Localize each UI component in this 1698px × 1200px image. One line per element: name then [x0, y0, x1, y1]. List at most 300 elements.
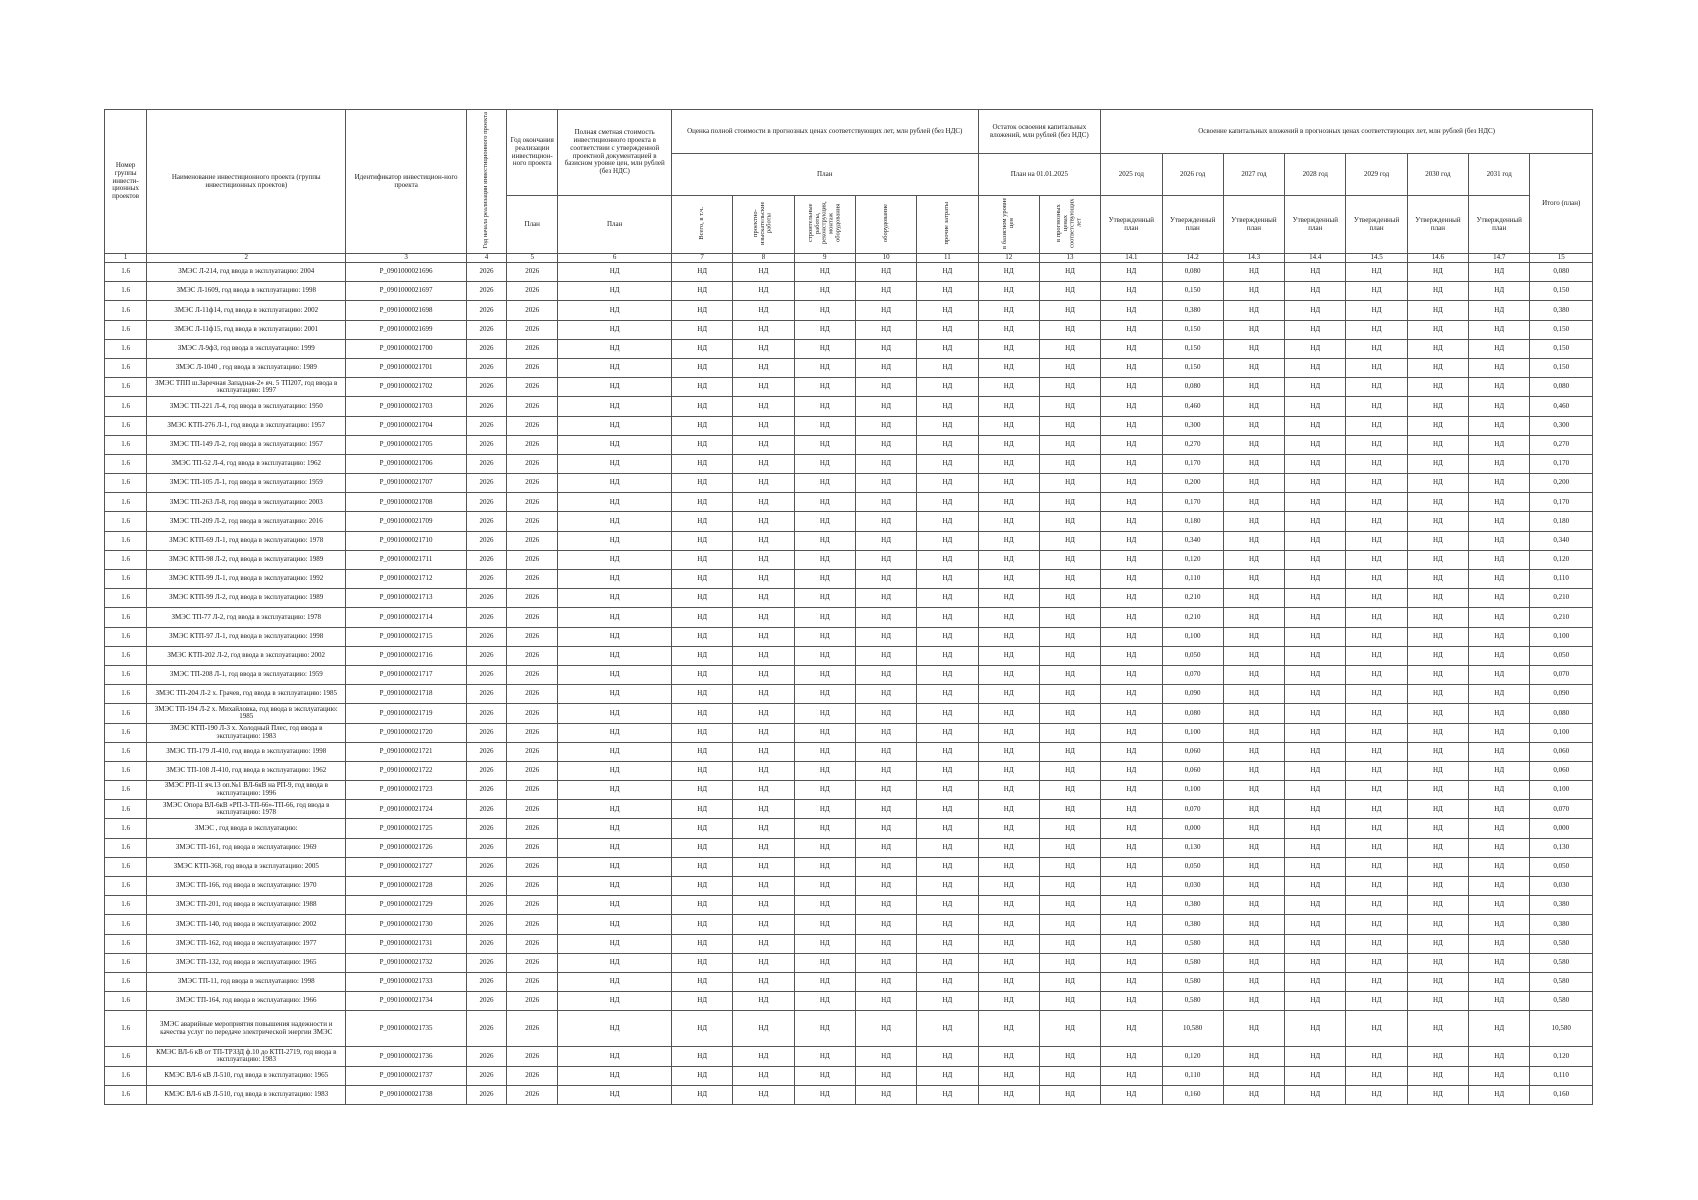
design-works-cell: НД — [733, 493, 794, 512]
end-year-cell: 2026 — [507, 627, 558, 646]
end-year-cell: 2026 — [507, 857, 558, 876]
capex-2030-cell: НД — [1407, 627, 1468, 646]
capex-2027-cell: НД — [1223, 320, 1284, 339]
forecast-total-cell: НД — [671, 742, 732, 761]
capex-2026-cell: 0,150 — [1162, 358, 1223, 377]
other-costs-cell: НД — [917, 761, 978, 780]
equipment-cell: НД — [855, 934, 916, 953]
forecast-total-cell: НД — [671, 953, 732, 972]
forecast-total-cell: НД — [671, 896, 732, 915]
row-total-cell: 0,150 — [1530, 339, 1593, 358]
project-name-cell: ЗМЭС ТП-194 Л-2 х. Михайловка, год ввода в эксплуатацию: 1985 — [147, 704, 346, 723]
start-year-cell: 2026 — [466, 972, 506, 991]
table-row — [105, 1047, 1593, 1066]
capex-2031-cell: НД — [1469, 627, 1530, 646]
capex-2031-cell: НД — [1469, 915, 1530, 934]
forecast-total-cell: НД — [671, 378, 732, 397]
remaining-forecast-cell: НД — [1039, 1047, 1100, 1066]
remaining-base-cell: НД — [978, 761, 1039, 780]
column-number: 10 — [855, 254, 916, 263]
equipment-cell: НД — [855, 781, 916, 800]
header-base-prices: в базисном уровне цен — [978, 196, 1039, 254]
capex-2027-cell: НД — [1223, 992, 1284, 1011]
other-costs-cell: НД — [917, 358, 978, 377]
capex-2025-cell: НД — [1101, 800, 1162, 819]
capex-2026-cell: 0,100 — [1162, 627, 1223, 646]
start-year-cell: 2026 — [466, 550, 506, 569]
column-number: 14.2 — [1162, 254, 1223, 263]
end-year-cell: 2026 — [507, 397, 558, 416]
group-number-cell: 1.6 — [105, 761, 147, 780]
table-row — [105, 570, 1593, 589]
project-name-cell: ЗМЭС ТП-201, год ввода в эксплуатацию: 1988 — [147, 896, 346, 915]
forecast-total-cell: НД — [671, 301, 732, 320]
design-works-cell: НД — [733, 972, 794, 991]
group-number-cell: 1.6 — [105, 358, 147, 377]
design-works-cell: НД — [733, 416, 794, 435]
remaining-forecast-cell: НД — [1039, 608, 1100, 627]
capex-2027-cell: НД — [1223, 339, 1284, 358]
capex-2031-cell: НД — [1469, 704, 1530, 723]
other-costs-cell: НД — [917, 992, 978, 1011]
header-design-works: проектно-изыскательские работы — [733, 196, 794, 254]
construction-works-cell: НД — [794, 877, 855, 896]
capex-2025-cell: НД — [1101, 1066, 1162, 1085]
column-number: 4 — [466, 254, 506, 263]
equipment-cell: НД — [855, 512, 916, 531]
capex-2031-cell: НД — [1469, 838, 1530, 857]
capex-2030-cell: НД — [1407, 1047, 1468, 1066]
start-year-cell: 2026 — [466, 1011, 506, 1047]
capex-2027-cell: НД — [1223, 512, 1284, 531]
end-year-cell: 2026 — [507, 435, 558, 454]
capex-2030-cell: НД — [1407, 454, 1468, 473]
full-cost-cell: НД — [558, 531, 672, 550]
project-name-cell: ЗМЭС ТП-132, год ввода в эксплуатацию: 1965 — [147, 953, 346, 972]
capex-2029-cell: НД — [1346, 282, 1407, 301]
group-number-cell: 1.6 — [105, 263, 147, 282]
project-id-cell: P_0901000021718 — [346, 685, 467, 704]
equipment-cell: НД — [855, 915, 916, 934]
construction-works-cell: НД — [794, 435, 855, 454]
table-body — [105, 263, 1593, 1105]
header-total: Итого (план) — [1530, 154, 1593, 254]
full-cost-cell: НД — [558, 1085, 672, 1104]
table-row — [105, 915, 1593, 934]
project-id-cell: P_0901000021733 — [346, 972, 467, 991]
full-cost-cell: НД — [558, 800, 672, 819]
forecast-total-cell: НД — [671, 781, 732, 800]
row-total-cell: 0,160 — [1530, 1085, 1593, 1104]
project-name-cell: ЗМЭС ТП-164, год ввода в эксплуатацию: 1966 — [147, 992, 346, 1011]
header-forecast-plan: План — [671, 154, 978, 196]
capex-2025-cell: НД — [1101, 838, 1162, 857]
equipment-cell: НД — [855, 358, 916, 377]
end-year-cell: 2026 — [507, 263, 558, 282]
capex-2026-cell: 0,170 — [1162, 493, 1223, 512]
end-year-cell: 2026 — [507, 531, 558, 550]
construction-works-cell: НД — [794, 320, 855, 339]
full-cost-cell: НД — [558, 992, 672, 1011]
remaining-forecast-cell: НД — [1039, 301, 1100, 320]
capex-2026-cell: 0,380 — [1162, 915, 1223, 934]
capex-2025-cell: НД — [1101, 1011, 1162, 1047]
capex-2031-cell: НД — [1469, 1047, 1530, 1066]
project-id-cell: P_0901000021705 — [346, 435, 467, 454]
forecast-total-cell: НД — [671, 646, 732, 665]
capex-2028-cell: НД — [1285, 263, 1346, 282]
project-id-cell: P_0901000021712 — [346, 570, 467, 589]
remaining-base-cell: НД — [978, 627, 1039, 646]
capex-2031-cell: НД — [1469, 608, 1530, 627]
capex-2030-cell: НД — [1407, 282, 1468, 301]
remaining-forecast-cell: НД — [1039, 992, 1100, 1011]
group-number-cell: 1.6 — [105, 972, 147, 991]
column-number: 6 — [558, 254, 672, 263]
capex-2030-cell: НД — [1407, 589, 1468, 608]
group-number-cell: 1.6 — [105, 857, 147, 876]
remaining-forecast-cell: НД — [1039, 646, 1100, 665]
capex-2029-cell: НД — [1346, 877, 1407, 896]
other-costs-cell: НД — [917, 646, 978, 665]
forecast-total-cell: НД — [671, 838, 732, 857]
remaining-base-cell: НД — [978, 972, 1039, 991]
capex-2027-cell: НД — [1223, 896, 1284, 915]
project-name-cell: ЗМЭС Л-9ф3, год ввода в эксплуатацию: 1999 — [147, 339, 346, 358]
other-costs-cell: НД — [917, 589, 978, 608]
other-costs-cell: НД — [917, 1066, 978, 1085]
forecast-total-cell: НД — [671, 339, 732, 358]
capex-2027-cell: НД — [1223, 358, 1284, 377]
capex-2026-cell: 0,080 — [1162, 263, 1223, 282]
group-number-cell: 1.6 — [105, 704, 147, 723]
construction-works-cell: НД — [794, 838, 855, 857]
remaining-base-cell: НД — [978, 1047, 1039, 1066]
project-id-cell: P_0901000021728 — [346, 877, 467, 896]
project-id-cell: P_0901000021707 — [346, 474, 467, 493]
project-name-cell: ЗМЭС ТП-209 Л-2, год ввода в эксплуатацию: 2016 — [147, 512, 346, 531]
remaining-forecast-cell: НД — [1039, 454, 1100, 473]
capex-2029-cell: НД — [1346, 474, 1407, 493]
remaining-forecast-cell: НД — [1039, 1066, 1100, 1085]
capex-2027-cell: НД — [1223, 877, 1284, 896]
header-year-2030: 2030 год — [1407, 154, 1468, 196]
remaining-forecast-cell: НД — [1039, 1011, 1100, 1047]
capex-2026-cell: 0,100 — [1162, 781, 1223, 800]
capex-2027-cell: НД — [1223, 608, 1284, 627]
full-cost-cell: НД — [558, 819, 672, 838]
forecast-total-cell: НД — [671, 531, 732, 550]
capex-2027-cell: НД — [1223, 416, 1284, 435]
table-row — [105, 416, 1593, 435]
table-row — [105, 263, 1593, 282]
header-approved-2027: Утвержденный план — [1223, 196, 1284, 254]
capex-2025-cell: НД — [1101, 742, 1162, 761]
capex-2031-cell: НД — [1469, 1011, 1530, 1047]
capex-2030-cell: НД — [1407, 781, 1468, 800]
construction-works-cell: НД — [794, 953, 855, 972]
capex-2028-cell: НД — [1285, 358, 1346, 377]
forecast-total-cell: НД — [671, 934, 732, 953]
capex-2029-cell: НД — [1346, 1011, 1407, 1047]
project-name-cell: ЗМЭС ТП-221 Л-4, год ввода в эксплуатацию: 1950 — [147, 397, 346, 416]
project-id-cell: P_0901000021709 — [346, 512, 467, 531]
capex-2031-cell: НД — [1469, 550, 1530, 569]
start-year-cell: 2026 — [466, 627, 506, 646]
column-number: 15 — [1530, 254, 1593, 263]
header-other-costs: прочие затраты — [917, 196, 978, 254]
end-year-cell: 2026 — [507, 992, 558, 1011]
group-number-cell: 1.6 — [105, 397, 147, 416]
capex-2026-cell: 0,200 — [1162, 474, 1223, 493]
header-project-id: Идентификатор инвестицион-ного проекта — [346, 110, 467, 254]
remaining-forecast-cell: НД — [1039, 934, 1100, 953]
start-year-cell: 2026 — [466, 589, 506, 608]
capex-2029-cell: НД — [1346, 972, 1407, 991]
design-works-cell: НД — [733, 857, 794, 876]
row-total-cell: 0,060 — [1530, 742, 1593, 761]
capex-2030-cell: НД — [1407, 915, 1468, 934]
other-costs-cell: НД — [917, 857, 978, 876]
forecast-total-cell: НД — [671, 454, 732, 473]
equipment-cell: НД — [855, 819, 916, 838]
capex-2026-cell: 0,070 — [1162, 665, 1223, 684]
equipment-cell: НД — [855, 378, 916, 397]
design-works-cell: НД — [733, 263, 794, 282]
remaining-base-cell: НД — [978, 934, 1039, 953]
capex-2029-cell: НД — [1346, 646, 1407, 665]
forecast-total-cell: НД — [671, 1066, 732, 1085]
other-costs-cell: НД — [917, 972, 978, 991]
capex-2027-cell: НД — [1223, 857, 1284, 876]
header-forecast-prices: в прогнозных ценах соответствующих лет — [1039, 196, 1100, 254]
capex-2025-cell: НД — [1101, 819, 1162, 838]
column-number: 14.3 — [1223, 254, 1284, 263]
project-name-cell: ЗМЭС ТП-140, год ввода в эксплуатацию: 2002 — [147, 915, 346, 934]
column-number: 9 — [794, 254, 855, 263]
forecast-total-cell: НД — [671, 800, 732, 819]
full-cost-cell: НД — [558, 320, 672, 339]
group-number-cell: 1.6 — [105, 934, 147, 953]
full-cost-cell: НД — [558, 646, 672, 665]
construction-works-cell: НД — [794, 454, 855, 473]
start-year-cell: 2026 — [466, 857, 506, 876]
other-costs-cell: НД — [917, 627, 978, 646]
forecast-total-cell: НД — [671, 877, 732, 896]
table-row — [105, 934, 1593, 953]
equipment-cell: НД — [855, 877, 916, 896]
capex-2029-cell: НД — [1346, 531, 1407, 550]
construction-works-cell: НД — [794, 512, 855, 531]
project-id-cell: P_0901000021719 — [346, 704, 467, 723]
capex-2029-cell: НД — [1346, 416, 1407, 435]
end-year-cell: 2026 — [507, 685, 558, 704]
capex-2028-cell: НД — [1285, 877, 1346, 896]
capex-2027-cell: НД — [1223, 838, 1284, 857]
capex-2027-cell: НД — [1223, 589, 1284, 608]
project-id-cell: P_0901000021711 — [346, 550, 467, 569]
capex-2028-cell: НД — [1285, 454, 1346, 473]
capex-2025-cell: НД — [1101, 781, 1162, 800]
design-works-cell: НД — [733, 665, 794, 684]
other-costs-cell: НД — [917, 282, 978, 301]
capex-2029-cell: НД — [1346, 896, 1407, 915]
row-total-cell: 0,130 — [1530, 838, 1593, 857]
capex-2029-cell: НД — [1346, 819, 1407, 838]
header-project-name: Наименование инвестиционного проекта (группы инвестиционных проектов) — [147, 110, 346, 254]
other-costs-cell: НД — [917, 339, 978, 358]
design-works-cell: НД — [733, 704, 794, 723]
forecast-total-cell: НД — [671, 282, 732, 301]
row-total-cell: 0,150 — [1530, 358, 1593, 377]
table-row — [105, 320, 1593, 339]
other-costs-cell: НД — [917, 378, 978, 397]
group-number-cell: 1.6 — [105, 320, 147, 339]
group-number-cell: 1.6 — [105, 512, 147, 531]
group-number-cell: 1.6 — [105, 838, 147, 857]
design-works-cell: НД — [733, 531, 794, 550]
remaining-forecast-cell: НД — [1039, 512, 1100, 531]
forecast-total-cell: НД — [671, 1047, 732, 1066]
design-works-cell: НД — [733, 570, 794, 589]
capex-2028-cell: НД — [1285, 550, 1346, 569]
capex-2030-cell: НД — [1407, 301, 1468, 320]
project-id-cell: P_0901000021723 — [346, 781, 467, 800]
project-name-cell: ЗМЭС ТП-11, год ввода в эксплуатацию: 1998 — [147, 972, 346, 991]
group-number-cell: 1.6 — [105, 896, 147, 915]
capex-2031-cell: НД — [1469, 474, 1530, 493]
table-row — [105, 1085, 1593, 1104]
row-total-cell: 0,120 — [1530, 550, 1593, 569]
capex-2026-cell: 0,060 — [1162, 742, 1223, 761]
capex-2025-cell: НД — [1101, 608, 1162, 627]
capex-2030-cell: НД — [1407, 877, 1468, 896]
start-year-cell: 2026 — [466, 1066, 506, 1085]
equipment-cell: НД — [855, 685, 916, 704]
row-total-cell: 0,270 — [1530, 435, 1593, 454]
capex-2026-cell: 0,050 — [1162, 857, 1223, 876]
project-id-cell: P_0901000021735 — [346, 1011, 467, 1047]
capex-2025-cell: НД — [1101, 512, 1162, 531]
column-number: 11 — [917, 254, 978, 263]
capex-2025-cell: НД — [1101, 1047, 1162, 1066]
project-id-cell: P_0901000021714 — [346, 608, 467, 627]
row-total-cell: 0,070 — [1530, 800, 1593, 819]
construction-works-cell: НД — [794, 685, 855, 704]
group-number-cell: 1.6 — [105, 781, 147, 800]
remaining-base-cell: НД — [978, 589, 1039, 608]
capex-2030-cell: НД — [1407, 934, 1468, 953]
capex-2026-cell: 0,340 — [1162, 531, 1223, 550]
equipment-cell: НД — [855, 857, 916, 876]
capex-2030-cell: НД — [1407, 972, 1468, 991]
capex-2025-cell: НД — [1101, 992, 1162, 1011]
project-id-cell: P_0901000021731 — [346, 934, 467, 953]
column-number: 8 — [733, 254, 794, 263]
capex-2031-cell: НД — [1469, 877, 1530, 896]
equipment-cell: НД — [855, 761, 916, 780]
capex-2029-cell: НД — [1346, 934, 1407, 953]
construction-works-cell: НД — [794, 646, 855, 665]
end-year-cell: 2026 — [507, 416, 558, 435]
project-id-cell: P_0901000021736 — [346, 1047, 467, 1066]
start-year-cell: 2026 — [466, 761, 506, 780]
start-year-cell: 2026 — [466, 378, 506, 397]
capex-2025-cell: НД — [1101, 685, 1162, 704]
capex-2029-cell: НД — [1346, 1085, 1407, 1104]
remaining-forecast-cell: НД — [1039, 800, 1100, 819]
project-id-cell: P_0901000021700 — [346, 339, 467, 358]
project-name-cell: ЗМЭС ТП-77 Л-2, год ввода в эксплуатацию: 1978 — [147, 608, 346, 627]
equipment-cell: НД — [855, 531, 916, 550]
capex-2028-cell: НД — [1285, 742, 1346, 761]
forecast-total-cell: НД — [671, 608, 732, 627]
capex-2030-cell: НД — [1407, 397, 1468, 416]
capex-2025-cell: НД — [1101, 723, 1162, 742]
row-total-cell: 0,200 — [1530, 474, 1593, 493]
capex-2025-cell: НД — [1101, 896, 1162, 915]
capex-2030-cell: НД — [1407, 704, 1468, 723]
forecast-total-cell: НД — [671, 723, 732, 742]
capex-2029-cell: НД — [1346, 742, 1407, 761]
capex-2029-cell: НД — [1346, 589, 1407, 608]
header-total-incl: Всего, в т.ч. — [671, 196, 732, 254]
capex-2029-cell: НД — [1346, 838, 1407, 857]
design-works-cell: НД — [733, 781, 794, 800]
other-costs-cell: НД — [917, 953, 978, 972]
full-cost-cell: НД — [558, 1066, 672, 1085]
row-total-cell: 0,060 — [1530, 761, 1593, 780]
project-name-cell: ЗМЭС ТП-108 Л-410, год ввода в эксплуатацию: 1962 — [147, 761, 346, 780]
equipment-cell: НД — [855, 493, 916, 512]
capex-2027-cell: НД — [1223, 474, 1284, 493]
header-full-cost: Полная сметная стоимость инвестиционного проекта в соответствии с утвержденной проектной документацией в базисном уровне цен, млн рублей (без НДС) — [558, 110, 672, 196]
row-total-cell: 0,100 — [1530, 723, 1593, 742]
table-row — [105, 301, 1593, 320]
construction-works-cell: НД — [794, 1066, 855, 1085]
table-row — [105, 608, 1593, 627]
design-works-cell: НД — [733, 742, 794, 761]
full-cost-cell: НД — [558, 915, 672, 934]
construction-works-cell: НД — [794, 1085, 855, 1104]
capex-2026-cell: 0,150 — [1162, 320, 1223, 339]
other-costs-cell: НД — [917, 493, 978, 512]
capex-2030-cell: НД — [1407, 761, 1468, 780]
capex-2031-cell: НД — [1469, 301, 1530, 320]
capex-2030-cell: НД — [1407, 320, 1468, 339]
row-total-cell: 0,070 — [1530, 665, 1593, 684]
end-year-cell: 2026 — [507, 474, 558, 493]
capex-2030-cell: НД — [1407, 646, 1468, 665]
capex-2030-cell: НД — [1407, 493, 1468, 512]
row-total-cell: 0,110 — [1530, 1066, 1593, 1085]
forecast-total-cell: НД — [671, 761, 732, 780]
group-number-cell: 1.6 — [105, 608, 147, 627]
capex-2030-cell: НД — [1407, 800, 1468, 819]
capex-2026-cell: 0,090 — [1162, 685, 1223, 704]
capex-2029-cell: НД — [1346, 608, 1407, 627]
design-works-cell: НД — [733, 934, 794, 953]
capex-2027-cell: НД — [1223, 704, 1284, 723]
capex-2027-cell: НД — [1223, 550, 1284, 569]
equipment-cell: НД — [855, 992, 916, 1011]
capex-2030-cell: НД — [1407, 416, 1468, 435]
group-number-cell: 1.6 — [105, 1085, 147, 1104]
group-number-cell: 1.6 — [105, 742, 147, 761]
table-row — [105, 646, 1593, 665]
full-cost-cell: НД — [558, 665, 672, 684]
column-number: 7 — [671, 254, 732, 263]
